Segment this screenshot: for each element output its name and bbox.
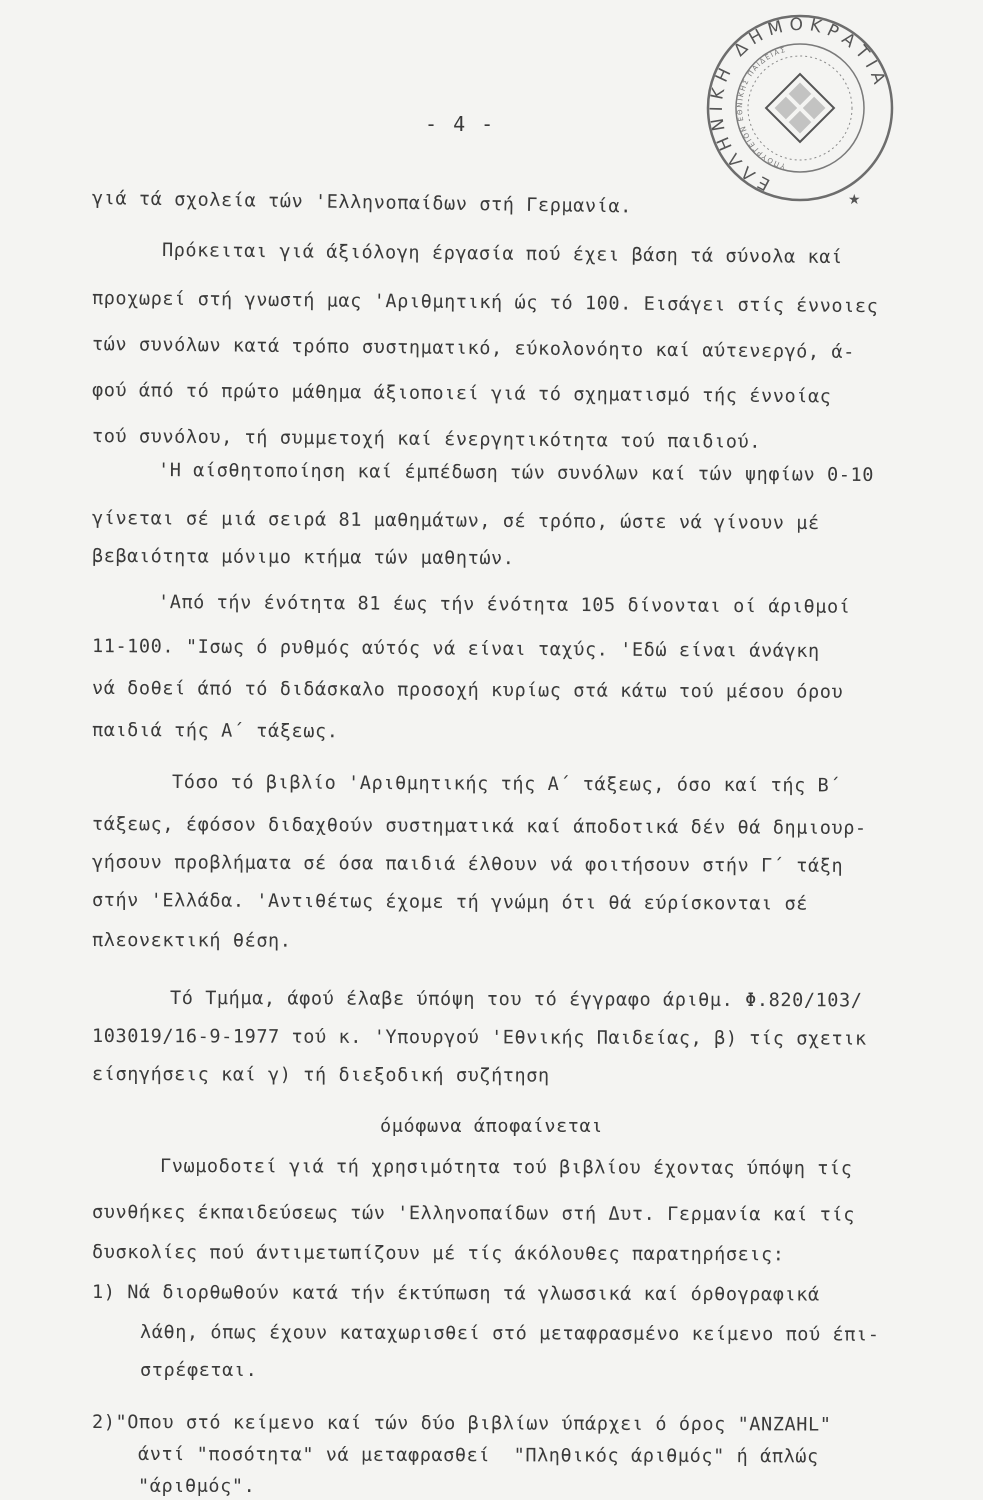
text-line-9: βεβαιότητα μόνιμο κτήμα τών μαθητών. [91,546,515,570]
text-line-2: Πρόκειται γιά άξιόλογη έργασία πού έχει βάση τά σύνολα καί [161,240,843,269]
text-line-18: πλεονεκτική θέση. [91,930,292,952]
svg-text:ΥΠΟΥΡΓΕΙΟΝ ΕΘΝΙΚΗΣ ΠΑΙΔΕΙΑΣ: ΥΠΟΥΡΓΕΙΟΝ ΕΘΝΙΚΗΣ ΠΑΙΔΕΙΑΣ [735,45,788,170]
text-line-6: τού συνόλου, τή συμμετοχή καί ένεργητικότητα τού παιδιού. [91,426,762,453]
text-line-16: γήσουν προβλήματα σέ όσα παιδιά έλθουν νά φοιτήσουν στήν Γ΄ τάξη [91,852,844,877]
text-line-7: 'Η αίσθητοποίηση καί έμπέδωση τών συνόλων καί τών ψηφίων 0-10 [157,460,875,486]
svg-text:★: ★ [848,192,861,208]
text-line-5: φού άπό τό πρώτο μάθημα άξιοποιεί γιά τό σχηματισμό τής έννοίας [91,380,832,408]
text-line-29: 2)"Οπου στό κείμενο καί τών δύο βιβλίων ύπάρχει ό όρος "ANZAHL" [91,1412,832,1436]
text-line-4: τών συνόλων κατά τρόπο συστηματικό, εύκολονόητο καί αύτενεργό, ά- [91,334,856,363]
text-line-17: στήν 'Ελλάδα. 'Αντιθέτως έχομε τή γνώμη ότι θά εύρίσκονται σέ [91,890,809,915]
text-line-20: 103019/16-9-1977 τού κ. 'Υπουργού 'Εθνικής Παιδείας, β) τίς σχετικ [91,1026,867,1050]
page-number: - 4 - [425,112,496,136]
text-line-24: συνθήκες έκπαιδεύσεως τών 'Ελληνοπαίδων στή Δυτ. Γερμανία καί τίς [91,1202,856,1226]
text-line-8: γίνεται σέ μιά σειρά 81 μαθημάτων, σέ τρόπο, ώστε νά γίνουν μέ [91,508,820,535]
text-line-21: είσηγήσεις καί γ) τή διεξοδική συζήτηση [91,1064,550,1087]
text-line-1: γιά τά σχολεία τών 'Ελληνοπαίδων στή Γερμανία. [91,188,633,218]
text-line-26: 1) Νά διορθωθούν κατά τήν έκτύπωση τά γλωσσικά καί όρθογραφικά [91,1282,820,1306]
text-line-19: Τό Τμήμα, άφού έλαβε ύπόψη του τό έγγραφο άριθμ. Φ.820/103/ [169,988,863,1012]
text-line-30: άντί "ποσότητα" νά μεταφρασθεί "Πληθικός άριθμός" ή άπλώς [137,1444,819,1468]
text-line-25: δυσκολίες πού άντιμετωπίζουν μέ τίς άκόλουθες παρατηρήσεις: [91,1242,785,1266]
text-line-14: Τόσο τό βιβλίο 'Αριθμητικής τής Α΄ τάξεως, όσο καί τής Β΄ [171,772,842,797]
text-line-3: προχωρεί στή γνωστή μας 'Αριθμητική ώς τό 100. Εισάγει στίς έννοιες [91,288,879,318]
text-line-10: 'Από τήν ένότητα 81 έως τήν ένότητα 105 δίνονται οί άριθμοί [157,592,851,618]
text-line-11: 11-100. "Ισως ό ρυθμός αύτός νά είναι ταχύς. 'Εδώ είναι άνάγκη [91,636,820,663]
text-line-22-heading: όμόφωνα άποφαίνεται [380,1116,604,1137]
text-line-23: Γνωμοδοτεί γιά τή χρησιμότητα τού βιβλίου έχοντας ύπόψη τίς [159,1156,853,1180]
text-line-27: λάθη, όπως έχουν καταχωρισθεί στό μεταφρασμένο κείμενο πού έπι- [139,1322,880,1346]
svg-text:ΕΛΛΗΝΙΚΗ ΔΗΜΟΚΡΑΤΙΑ: ΕΛΛΗΝΙΚΗ ΔΗΜΟΚΡΑΤΙΑ [706,14,891,195]
text-line-12: νά δοθεί άπό τό διδάσκαλο προσοχή κυρίως στά κάτω τού μέσου όρου [91,678,844,703]
official-seal-icon [700,8,900,208]
text-line-28: στρέφεται. [140,1360,258,1381]
text-line-13: παιδιά τής Α΄ τάξεως. [91,720,339,743]
text-line-31: "άριθμός". [138,1476,256,1497]
text-line-15: τάξεως, έφόσον διδαχθούν συστηματικά καί άποδοτικά δέν θά δημιουρ- [91,814,867,840]
